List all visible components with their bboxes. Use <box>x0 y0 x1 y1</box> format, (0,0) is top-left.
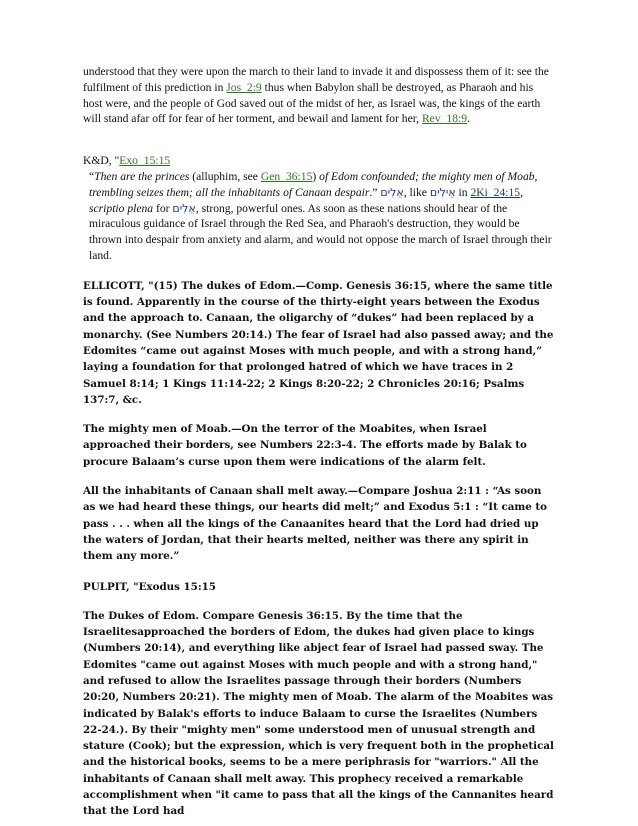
kd-paragraph: “Then are the princes (alluphim, see Gen_36:15) of Edom confounded; the mighty men of Moab, trembling seizes them; all the inhabitants of Canaan despair.” אֵלִים, like אֵילִים in 2Ki_24:15, scriptio plena for אֵלִים, strong, powerful ones. As soon as these nations should hear of the miraculous guidance of Israel through the Red Sea, and Pharaoh's destruction, they would be thrown into despair from anxiety and alarm, and would not oppose the march of Israel through their land. <box>89 169 552 262</box>
hebrew-word: אֵלִים <box>380 185 404 199</box>
pulpit-paragraph: The Dukes of Edom. Compare Genesis 36:15. By the time that the Israelitesapproached the borders of Edom, the dukes had given place to kings (Numbers 20:14), and everything like abject fear of Israel had passed sway. The Edomites "came out against Moses with much people and with a strong hand," and refused to allow the Israelites passage through their borders (Numbers 20:20, Numbers 20:21). The mighty men of Moab. The alarm of the Moabites was indicated by Balak's efforts to induce Balaam to curse the Israelites (Numbers 22-24.). By their "mighty men" some understood men of unusual strength and stature (Cook); but the expression, which is very frequent both in the prophetical and the historical books, seems to be a mere periphrasis for "warriors." All the inhabitants of Canaan shall melt away. This prophecy received a remarkable accomplishment when "it came to pass that all the kings of the Cannanites heard that the Lord had <box>83 609 554 818</box>
ref-link-exo-15-15[interactable]: Exo_15:15 <box>119 154 171 168</box>
ref-link-2ki-24-15[interactable]: 2Ki_24:15 <box>470 185 521 199</box>
hebrew-word: אֵילִים <box>429 185 456 199</box>
kd-label: K&D, " <box>83 154 120 168</box>
text-run: . <box>467 112 470 126</box>
ref-link-jos-2-9[interactable]: Jos_2:9 <box>226 80 262 94</box>
ellicott-paragraph-1: ELLICOTT, "(15) The dukes of Edom.—Comp. Genesis 36:15, where the same title is found. Apparently in the course of the thirty-eight years between the Exodus and the approach to. Canaan, the oligarchy of “dukes” had been replaced by a monarchy. (See Numbers 20:14.) The fear of Israel had also passed away; and the Edomites “came out against Moses with much people, and with a strong hand,” laying a foundation for that prolonged hatred of which we have traces in 2 Samuel 8:14; 1 Kings 11:14-22; 2 Kings 8:20-22; 2 Chronicles 20:16; Psalms 137:7, &c. <box>83 279 554 406</box>
text-run: thus when Babylon shall be destroyed, as Pharaoh and his host were, and the people of God saved out of the midst of her, as Israel was, the kings of the earth will stand afar off for fear of her torment, and bewail and lament for her, <box>83 80 541 126</box>
hebrew-word: אֵלִים <box>172 201 196 215</box>
ref-link-gen-36-15[interactable]: Gen_36:15 <box>260 169 313 183</box>
kd-heading <box>83 153 555 169</box>
ellicott-paragraph-3: All the inhabitants of Canaan shall melt away.—Compare Joshua 2:11 : “As soon as we had heard these things, our hearts did melt;” and Exodus 5:1 : “It came to pass . . . when all the kings of the Canaanites heard that the Lord had dried up the waters of Jordan, that their hearts melted, neither was there any spirit in them any more.” <box>83 485 548 563</box>
text-run: understood that they were upon the march to their land to invade it and dispossess them of it: see the fulfilment of this prediction in <box>83 65 549 94</box>
document-page <box>83 64 555 820</box>
pulpit-heading: PULPIT, "Exodus 15:15 <box>83 580 216 593</box>
ref-link-rev-18-9[interactable]: Rev_18:9 <box>421 112 468 126</box>
ellicott-paragraph-2: The mighty men of Moab.—On the terror of the Moabites, when Israel approached their borders, see Numbers 22:3-4. The efforts made by Balak to procure Balaam’s curse upon them were indications of the alarm felt. <box>83 423 527 468</box>
gill-paragraph-end <box>83 64 555 127</box>
